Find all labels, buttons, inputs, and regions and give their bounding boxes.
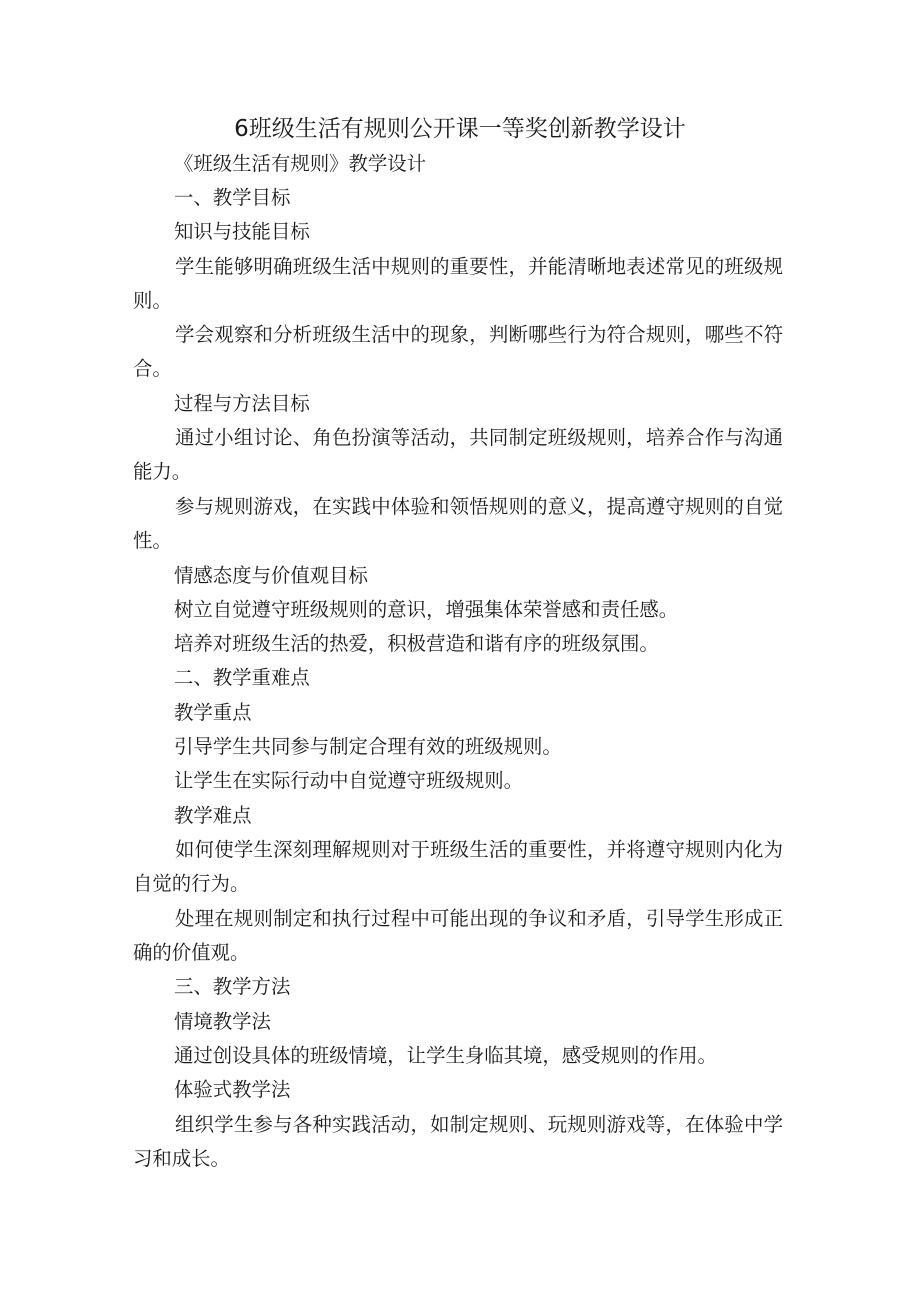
subheading-difficulty: 教学难点 [174,804,252,827]
section-heading-key-points: 二、教学重难点 [174,666,310,689]
subheading-key-point: 教学重点 [174,701,252,724]
paragraph: 组织学生参与各种实践活动，如制定规则、玩规则游戏等，在体验中学习和成长。 [133,1113,783,1170]
subheading-process-methods: 过程与方法目标 [174,392,310,415]
paragraph: 引导学生共同参与制定合理有效的班级规则。 [174,735,562,758]
paragraph: 如何使学生深刻理解规则对于班级生活的重要性，并将遵守规则内化为自觉的行为。 [133,838,783,895]
paragraph: 通过创设具体的班级情境，让学生身临其境，感受规则的作用。 [174,1044,717,1067]
paragraph: 培养对班级生活的热爱，积极营造和谐有序的班级氛围。 [174,632,659,655]
paragraph: 学生能够明确班级生活中规则的重要性，并能清晰地表述常见的班级规则。 [133,255,783,312]
subheading-experiential-teaching: 体验式教学法 [174,1078,291,1101]
paragraph: 学会观察和分析班级生活中的现象，判断哪些行为符合规则，哪些不符合。 [133,323,783,380]
document-title: 6班级生活有规则公开课一等奖创新教学设计 [234,116,686,142]
section-heading-methods: 三、教学方法 [174,975,291,998]
paragraph: 通过小组讨论、角色扮演等活动，共同制定班级规则，培养合作与沟通能力。 [133,426,783,483]
subheading-values: 情感态度与价值观目标 [174,564,368,587]
subheading-knowledge-skills: 知识与技能目标 [174,220,310,243]
section-heading-objectives: 一、教学目标 [174,186,291,209]
subheading-situational-teaching: 情境教学法 [174,1010,271,1033]
paragraph: 树立自觉遵守班级规则的意识，增强集体荣誉感和责任感。 [174,598,679,621]
paragraph: 处理在规则制定和执行过程中可能出现的争议和矛盾，引导学生形成正确的价值观。 [133,907,783,964]
document-subtitle: 《班级生活有规则》教学设计 [174,152,427,175]
paragraph: 参与规则游戏，在实践中体验和领悟规则的意义，提高遵守规则的自觉性。 [133,495,783,552]
paragraph: 让学生在实际行动中自觉遵守班级规则。 [174,769,524,792]
